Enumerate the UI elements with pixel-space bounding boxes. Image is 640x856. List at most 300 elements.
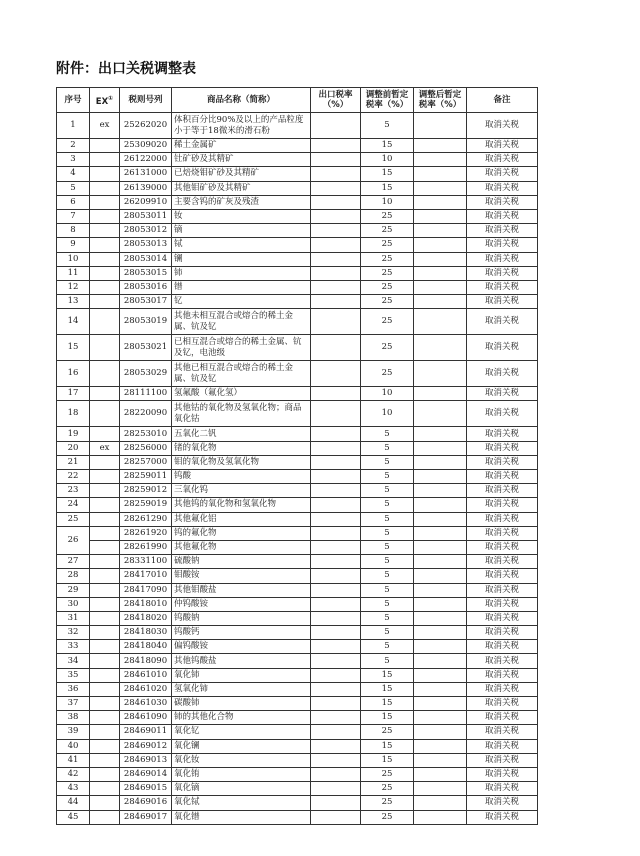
cell-export-rate: [311, 583, 361, 597]
cell-ex: [90, 387, 120, 401]
cell-name: 仲钨酸铵: [172, 597, 311, 611]
cell-ex: [90, 280, 120, 294]
cell-export-rate: [311, 526, 361, 540]
cell-after-rate: [414, 654, 467, 668]
cell-ex: [90, 611, 120, 625]
cell-code: 28053017: [120, 295, 172, 309]
cell-code: 26139000: [120, 181, 172, 195]
cell-after-rate: [414, 361, 467, 387]
cell-ex: [90, 810, 120, 824]
table-row: [57, 796, 538, 810]
cell-name: 已相互混合或熔合的稀土金属、钪及钇，电池级: [172, 335, 311, 361]
cell-seq: 8: [57, 224, 90, 238]
cell-export-rate: [311, 654, 361, 668]
cell-ex: [90, 181, 120, 195]
cell-ex: [90, 455, 120, 469]
table-row: [57, 361, 538, 387]
cell-seq: 1: [57, 113, 90, 139]
cell-ex: [90, 512, 120, 526]
cell-export-rate: [311, 387, 361, 401]
table-row: [57, 153, 538, 167]
cell-remark: 取消关税: [467, 280, 538, 294]
cell-remark: 取消关税: [467, 209, 538, 223]
cell-before-rate: 15: [361, 668, 414, 682]
cell-remark: 取消关税: [467, 640, 538, 654]
cell-ex: [90, 682, 120, 696]
cell-export-rate: [311, 498, 361, 512]
cell-export-rate: [311, 640, 361, 654]
cell-name: 其他钨酸盐: [172, 654, 311, 668]
cell-before-rate: 15: [361, 697, 414, 711]
cell-after-rate: [414, 195, 467, 209]
cell-remark: 取消关税: [467, 238, 538, 252]
cell-name: 碳酸铈: [172, 697, 311, 711]
cell-name: 三氧化钨: [172, 484, 311, 498]
table-row: [57, 238, 538, 252]
header-export-rate: 出口税率（%）: [311, 88, 361, 113]
cell-code: 28053016: [120, 280, 172, 294]
cell-name: 五氧化二钒: [172, 427, 311, 441]
cell-seq: 41: [57, 753, 90, 767]
cell-name: 铈: [172, 266, 311, 280]
cell-name: 体积百分比90%及以上的产品粒度小于等于18微米的滑石粉: [172, 113, 311, 139]
cell-ex: [90, 401, 120, 427]
table-row: [57, 611, 538, 625]
document-title: 附件：出口关税调整表: [56, 61, 196, 77]
cell-seq: 29: [57, 583, 90, 597]
cell-ex: [90, 238, 120, 252]
cell-ex: [90, 484, 120, 498]
table-row: [57, 455, 538, 469]
cell-seq: 37: [57, 697, 90, 711]
cell-code: 28461020: [120, 682, 172, 696]
cell-before-rate: 15: [361, 711, 414, 725]
cell-code: 28053013: [120, 238, 172, 252]
cell-ex: [90, 526, 120, 540]
table-row: [57, 387, 538, 401]
cell-remark: 取消关税: [467, 526, 538, 540]
cell-ex: [90, 796, 120, 810]
cell-before-rate: 15: [361, 682, 414, 696]
cell-export-rate: [311, 309, 361, 335]
cell-ex: [90, 427, 120, 441]
cell-ex: [90, 195, 120, 209]
cell-code: 28256000: [120, 441, 172, 455]
cell-name: 氧化镨: [172, 810, 311, 824]
cell-seq: 44: [57, 796, 90, 810]
table-row: [57, 753, 538, 767]
table-row: [57, 401, 538, 427]
cell-name: 钇: [172, 295, 311, 309]
cell-name: 氧化铕: [172, 767, 311, 781]
cell-after-rate: [414, 682, 467, 696]
cell-name: 已焙烧钼矿砂及其精矿: [172, 167, 311, 181]
cell-ex: [90, 295, 120, 309]
cell-seq: 23: [57, 484, 90, 498]
cell-code: 28053011: [120, 209, 172, 223]
cell-seq: 3: [57, 153, 90, 167]
cell-seq: 33: [57, 640, 90, 654]
cell-remark: 取消关税: [467, 441, 538, 455]
cell-seq: 21: [57, 455, 90, 469]
table-row: [57, 209, 538, 223]
cell-seq: 24: [57, 498, 90, 512]
header-seq: 序号: [57, 88, 90, 113]
table-row: [57, 583, 538, 597]
cell-code: 28417010: [120, 569, 172, 583]
cell-ex: [90, 335, 120, 361]
cell-remark: 取消关税: [467, 540, 538, 554]
cell-after-rate: [414, 280, 467, 294]
cell-name: 其他未相互混合或熔合的稀土金属、钪及钇: [172, 309, 311, 335]
cell-export-rate: [311, 512, 361, 526]
cell-after-rate: [414, 767, 467, 781]
cell-code: 28418010: [120, 597, 172, 611]
cell-code: 28469016: [120, 796, 172, 810]
cell-name: 锗的氧化物: [172, 441, 311, 455]
cell-seq: 13: [57, 295, 90, 309]
cell-code: 28259011: [120, 470, 172, 484]
cell-after-rate: [414, 335, 467, 361]
cell-export-rate: [311, 280, 361, 294]
cell-after-rate: [414, 498, 467, 512]
cell-ex: [90, 697, 120, 711]
cell-ex: [90, 711, 120, 725]
cell-seq: 22: [57, 470, 90, 484]
cell-seq: 25: [57, 512, 90, 526]
table-row: [57, 309, 538, 335]
cell-export-rate: [311, 739, 361, 753]
cell-after-rate: [414, 796, 467, 810]
cell-after-rate: [414, 387, 467, 401]
cell-code: 28417090: [120, 583, 172, 597]
cell-export-rate: [311, 113, 361, 139]
cell-export-rate: [311, 401, 361, 427]
header-before-rate: 调整前暂定税率（%）: [361, 88, 414, 113]
cell-export-rate: [311, 782, 361, 796]
cell-seq: 39: [57, 725, 90, 739]
cell-seq: 18: [57, 401, 90, 427]
table-row: [57, 739, 538, 753]
cell-after-rate: [414, 711, 467, 725]
table-row: [57, 711, 538, 725]
table-row: [57, 597, 538, 611]
cell-name: 氧化镧: [172, 739, 311, 753]
cell-code: 28111100: [120, 387, 172, 401]
table-row: [57, 295, 538, 309]
cell-after-rate: [414, 512, 467, 526]
cell-before-rate: 5: [361, 113, 414, 139]
cell-ex: ex: [90, 441, 120, 455]
cell-after-rate: [414, 810, 467, 824]
cell-export-rate: [311, 167, 361, 181]
cell-code: 28257000: [120, 455, 172, 469]
cell-code: 28220090: [120, 401, 172, 427]
cell-seq: 16: [57, 361, 90, 387]
cell-name: 氧化镝: [172, 782, 311, 796]
cell-code: 26209910: [120, 195, 172, 209]
table-row: [57, 654, 538, 668]
table-row: [57, 526, 538, 540]
cell-after-rate: [414, 782, 467, 796]
cell-ex: [90, 555, 120, 569]
cell-remark: 取消关税: [467, 113, 538, 139]
cell-export-rate: [311, 668, 361, 682]
cell-name: 氢氟酸（氟化氢）: [172, 387, 311, 401]
cell-code: 28469013: [120, 753, 172, 767]
table-row: [57, 139, 538, 153]
cell-before-rate: 25: [361, 209, 414, 223]
cell-remark: 取消关税: [467, 427, 538, 441]
table-row: [57, 626, 538, 640]
cell-export-rate: [311, 555, 361, 569]
cell-name: 钕: [172, 209, 311, 223]
cell-remark: 取消关税: [467, 309, 538, 335]
cell-export-rate: [311, 569, 361, 583]
cell-seq: 17: [57, 387, 90, 401]
cell-export-rate: [311, 484, 361, 498]
cell-before-rate: 10: [361, 153, 414, 167]
cell-seq: 5: [57, 181, 90, 195]
table-row: [57, 470, 538, 484]
cell-remark: 取消关税: [467, 512, 538, 526]
cell-after-rate: [414, 626, 467, 640]
cell-seq: 12: [57, 280, 90, 294]
cell-remark: 取消关税: [467, 266, 538, 280]
cell-before-rate: 5: [361, 427, 414, 441]
cell-after-rate: [414, 181, 467, 195]
cell-export-rate: [311, 753, 361, 767]
cell-after-rate: [414, 401, 467, 427]
cell-export-rate: [311, 470, 361, 484]
cell-name: 偏钨酸铵: [172, 640, 311, 654]
cell-remark: 取消关税: [467, 782, 538, 796]
cell-after-rate: [414, 153, 467, 167]
cell-seq: 14: [57, 309, 90, 335]
cell-code: 28261290: [120, 512, 172, 526]
table-row: [57, 280, 538, 294]
cell-seq: 30: [57, 597, 90, 611]
cell-before-rate: 5: [361, 512, 414, 526]
table-row: [57, 725, 538, 739]
cell-before-rate: 25: [361, 280, 414, 294]
cell-remark: 取消关税: [467, 711, 538, 725]
cell-before-rate: 5: [361, 611, 414, 625]
cell-export-rate: [311, 361, 361, 387]
cell-before-rate: 25: [361, 782, 414, 796]
cell-before-rate: 15: [361, 139, 414, 153]
cell-ex: [90, 753, 120, 767]
cell-ex: [90, 153, 120, 167]
cell-name: 其他钴的氧化物及氢氧化物；商品氧化钴: [172, 401, 311, 427]
cell-name: 氢氧化铈: [172, 682, 311, 696]
cell-before-rate: 15: [361, 167, 414, 181]
cell-seq: 9: [57, 238, 90, 252]
cell-after-rate: [414, 611, 467, 625]
table-row: [57, 697, 538, 711]
cell-before-rate: 15: [361, 739, 414, 753]
cell-name: 其他已相互混合或熔合的稀土金属、钪及钇: [172, 361, 311, 387]
cell-before-rate: 25: [361, 309, 414, 335]
cell-remark: 取消关税: [467, 484, 538, 498]
cell-name: 氧化钇: [172, 725, 311, 739]
cell-code: 28261920: [120, 526, 172, 540]
cell-ex: [90, 470, 120, 484]
table-body: [57, 113, 538, 825]
cell-ex: [90, 569, 120, 583]
cell-seq: 4: [57, 167, 90, 181]
cell-code: 28053015: [120, 266, 172, 280]
cell-seq: 7: [57, 209, 90, 223]
cell-name: 其他钨的氧化物和氢氧化物: [172, 498, 311, 512]
cell-seq: 43: [57, 782, 90, 796]
cell-code: 28469014: [120, 767, 172, 781]
cell-name: 其他钼酸盐: [172, 583, 311, 597]
cell-seq: 40: [57, 739, 90, 753]
cell-name: 氧化钕: [172, 753, 311, 767]
header-name: 商品名称（简称）: [172, 88, 311, 113]
cell-after-rate: [414, 739, 467, 753]
cell-remark: 取消关税: [467, 583, 538, 597]
cell-before-rate: 15: [361, 181, 414, 195]
cell-before-rate: 5: [361, 654, 414, 668]
cell-after-rate: [414, 238, 467, 252]
cell-before-rate: 25: [361, 796, 414, 810]
cell-name: 钼的氧化物及氢氧化物: [172, 455, 311, 469]
cell-code: 25262020: [120, 113, 172, 139]
cell-after-rate: [414, 441, 467, 455]
table-row: [57, 782, 538, 796]
cell-after-rate: [414, 470, 467, 484]
table-row: [57, 512, 538, 526]
cell-name: 钨酸: [172, 470, 311, 484]
cell-after-rate: [414, 139, 467, 153]
cell-remark: 取消关税: [467, 455, 538, 469]
table-row: [57, 266, 538, 280]
cell-code: 28331100: [120, 555, 172, 569]
cell-export-rate: [311, 767, 361, 781]
table-row: [57, 767, 538, 781]
cell-code: 26131000: [120, 167, 172, 181]
cell-remark: 取消关税: [467, 195, 538, 209]
cell-seq: 35: [57, 668, 90, 682]
cell-before-rate: 5: [361, 569, 414, 583]
cell-code: 28469012: [120, 739, 172, 753]
table-row: [57, 668, 538, 682]
cell-export-rate: [311, 181, 361, 195]
cell-export-rate: [311, 455, 361, 469]
cell-code: 28469015: [120, 782, 172, 796]
cell-after-rate: [414, 640, 467, 654]
cell-ex: [90, 224, 120, 238]
cell-before-rate: 5: [361, 583, 414, 597]
cell-after-rate: [414, 725, 467, 739]
cell-remark: 取消关税: [467, 470, 538, 484]
cell-after-rate: [414, 753, 467, 767]
cell-name: 氧化铈: [172, 668, 311, 682]
cell-remark: 取消关税: [467, 654, 538, 668]
table-row: [57, 569, 538, 583]
cell-code: 28053012: [120, 224, 172, 238]
cell-code: 28418020: [120, 611, 172, 625]
cell-name: 主要含钨的矿灰及残渣: [172, 195, 311, 209]
cell-remark: 取消关税: [467, 767, 538, 781]
cell-code: 28469017: [120, 810, 172, 824]
cell-name: 钍矿砂及其精矿: [172, 153, 311, 167]
cell-seq: 26: [57, 526, 90, 554]
cell-after-rate: [414, 252, 467, 266]
cell-before-rate: 10: [361, 195, 414, 209]
cell-before-rate: 25: [361, 335, 414, 361]
cell-export-rate: [311, 209, 361, 223]
cell-seq: 15: [57, 335, 90, 361]
cell-name: 镝: [172, 224, 311, 238]
cell-after-rate: [414, 555, 467, 569]
table-row: [57, 484, 538, 498]
header-ex: [90, 88, 120, 113]
cell-export-rate: [311, 540, 361, 554]
cell-after-rate: [414, 455, 467, 469]
cell-code: 28053014: [120, 252, 172, 266]
header-ex-footnote-mark: ①: [108, 94, 114, 102]
cell-remark: 取消关税: [467, 611, 538, 625]
cell-name: 铽: [172, 238, 311, 252]
cell-after-rate: [414, 540, 467, 554]
cell-remark: 取消关税: [467, 753, 538, 767]
cell-remark: 取消关税: [467, 739, 538, 753]
cell-remark: 取消关税: [467, 796, 538, 810]
cell-ex: [90, 209, 120, 223]
table-row: [57, 167, 538, 181]
cell-before-rate: 5: [361, 441, 414, 455]
cell-code: 28253010: [120, 427, 172, 441]
cell-after-rate: [414, 113, 467, 139]
cell-ex: [90, 252, 120, 266]
cell-after-rate: [414, 266, 467, 280]
cell-code: 28053029: [120, 361, 172, 387]
cell-ex: [90, 167, 120, 181]
cell-code: 28461010: [120, 668, 172, 682]
table-row: [57, 181, 538, 195]
cell-remark: 取消关税: [467, 668, 538, 682]
cell-code: 28418090: [120, 654, 172, 668]
cell-name: 钼酸铵: [172, 569, 311, 583]
cell-export-rate: [311, 626, 361, 640]
tariff-table: [56, 87, 538, 825]
cell-remark: 取消关税: [467, 555, 538, 569]
cell-after-rate: [414, 484, 467, 498]
cell-before-rate: 5: [361, 484, 414, 498]
cell-after-rate: [414, 209, 467, 223]
cell-remark: 取消关税: [467, 597, 538, 611]
cell-remark: 取消关税: [467, 181, 538, 195]
cell-ex: [90, 498, 120, 512]
cell-remark: 取消关税: [467, 682, 538, 696]
cell-ex: [90, 583, 120, 597]
cell-export-rate: [311, 252, 361, 266]
cell-name: 镨: [172, 280, 311, 294]
cell-seq: 27: [57, 555, 90, 569]
cell-remark: 取消关税: [467, 139, 538, 153]
cell-after-rate: [414, 309, 467, 335]
cell-before-rate: 10: [361, 401, 414, 427]
cell-name: 硫酸钠: [172, 555, 311, 569]
cell-code: 28418030: [120, 626, 172, 640]
cell-export-rate: [311, 195, 361, 209]
cell-name: 钨酸钠: [172, 611, 311, 625]
cell-export-rate: [311, 224, 361, 238]
cell-ex: [90, 767, 120, 781]
